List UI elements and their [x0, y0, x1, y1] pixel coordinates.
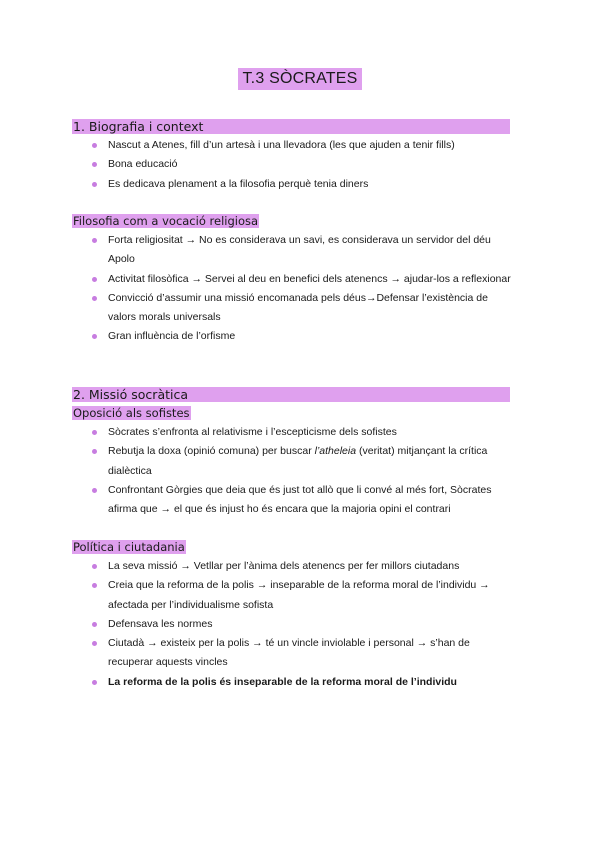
list-item: Gran influència de l’orfisme — [92, 327, 512, 346]
list-item: Rebutja la doxa (opinió comuna) per buscar l’atheleia (veritat) mitjançant la crítica dialèctica — [92, 442, 512, 481]
subheading-vocacio-religiosa: Filosofia com a vocació religiosa — [73, 214, 259, 228]
sofistes-list — [92, 423, 512, 519]
list-item: Confrontant Gòrgies que deia que és just tot allò que li convé al més fort, Sòcrates afirma que → el que és injust ho és encara que la majoria opini el contrari — [92, 481, 512, 520]
subheading-oposicio-sofistes: Oposició als sofistes — [73, 406, 190, 420]
list-item: Bona educació — [92, 155, 512, 174]
list-item: Activitat filosòfica → Servei al deu en benefici dels atenencs → ajudar-los a reflexionar — [92, 270, 512, 289]
section-heading-missio: 2. Missió socràtica — [72, 387, 510, 402]
list-item: Nascut a Atenes, fill d’un artesà i una llevadora (les que ajuden a tenir fills) — [92, 136, 512, 155]
list-item: Defensava les normes — [92, 615, 512, 634]
subheading-politica-ciutadania: Política i ciutadania — [73, 540, 185, 554]
list-item: Convicció d’assumir una missió encomanada pels déus→Defensar l’existència de valors morals universals — [92, 289, 512, 328]
list-item: Es dedicava plenament a la filosofia perquè tenia diners — [92, 175, 512, 194]
page-title: T.3 SÒCRATES — [238, 68, 361, 90]
section-heading-biografia: 1. Biografia i context — [72, 119, 510, 134]
list-item: Creia que la reforma de la polis → inseparable de la reforma moral de l’individu → afectada per l’individualisme sofista — [92, 576, 512, 615]
list-item: La seva missió → Vetllar per l’ànima dels atenencs per fer millors ciutadans — [92, 557, 512, 576]
list-item: Ciutadà → existeix per la polis → té un vincle inviolable i personal → s’han de recuperar aquests vincles — [92, 634, 512, 673]
list-item-bold: La reforma de la polis és inseparable de la reforma moral de l’individu — [92, 673, 512, 692]
list-item: Sòcrates s’enfronta al relativisme i l’escepticisme dels sofistes — [92, 423, 512, 442]
biografia-list — [92, 136, 512, 194]
vocacio-list — [92, 231, 512, 347]
list-item: Forta religiositat → No es considerava un savi, es considerava un servidor del déu Apolo — [92, 231, 512, 270]
politica-list — [92, 557, 512, 692]
